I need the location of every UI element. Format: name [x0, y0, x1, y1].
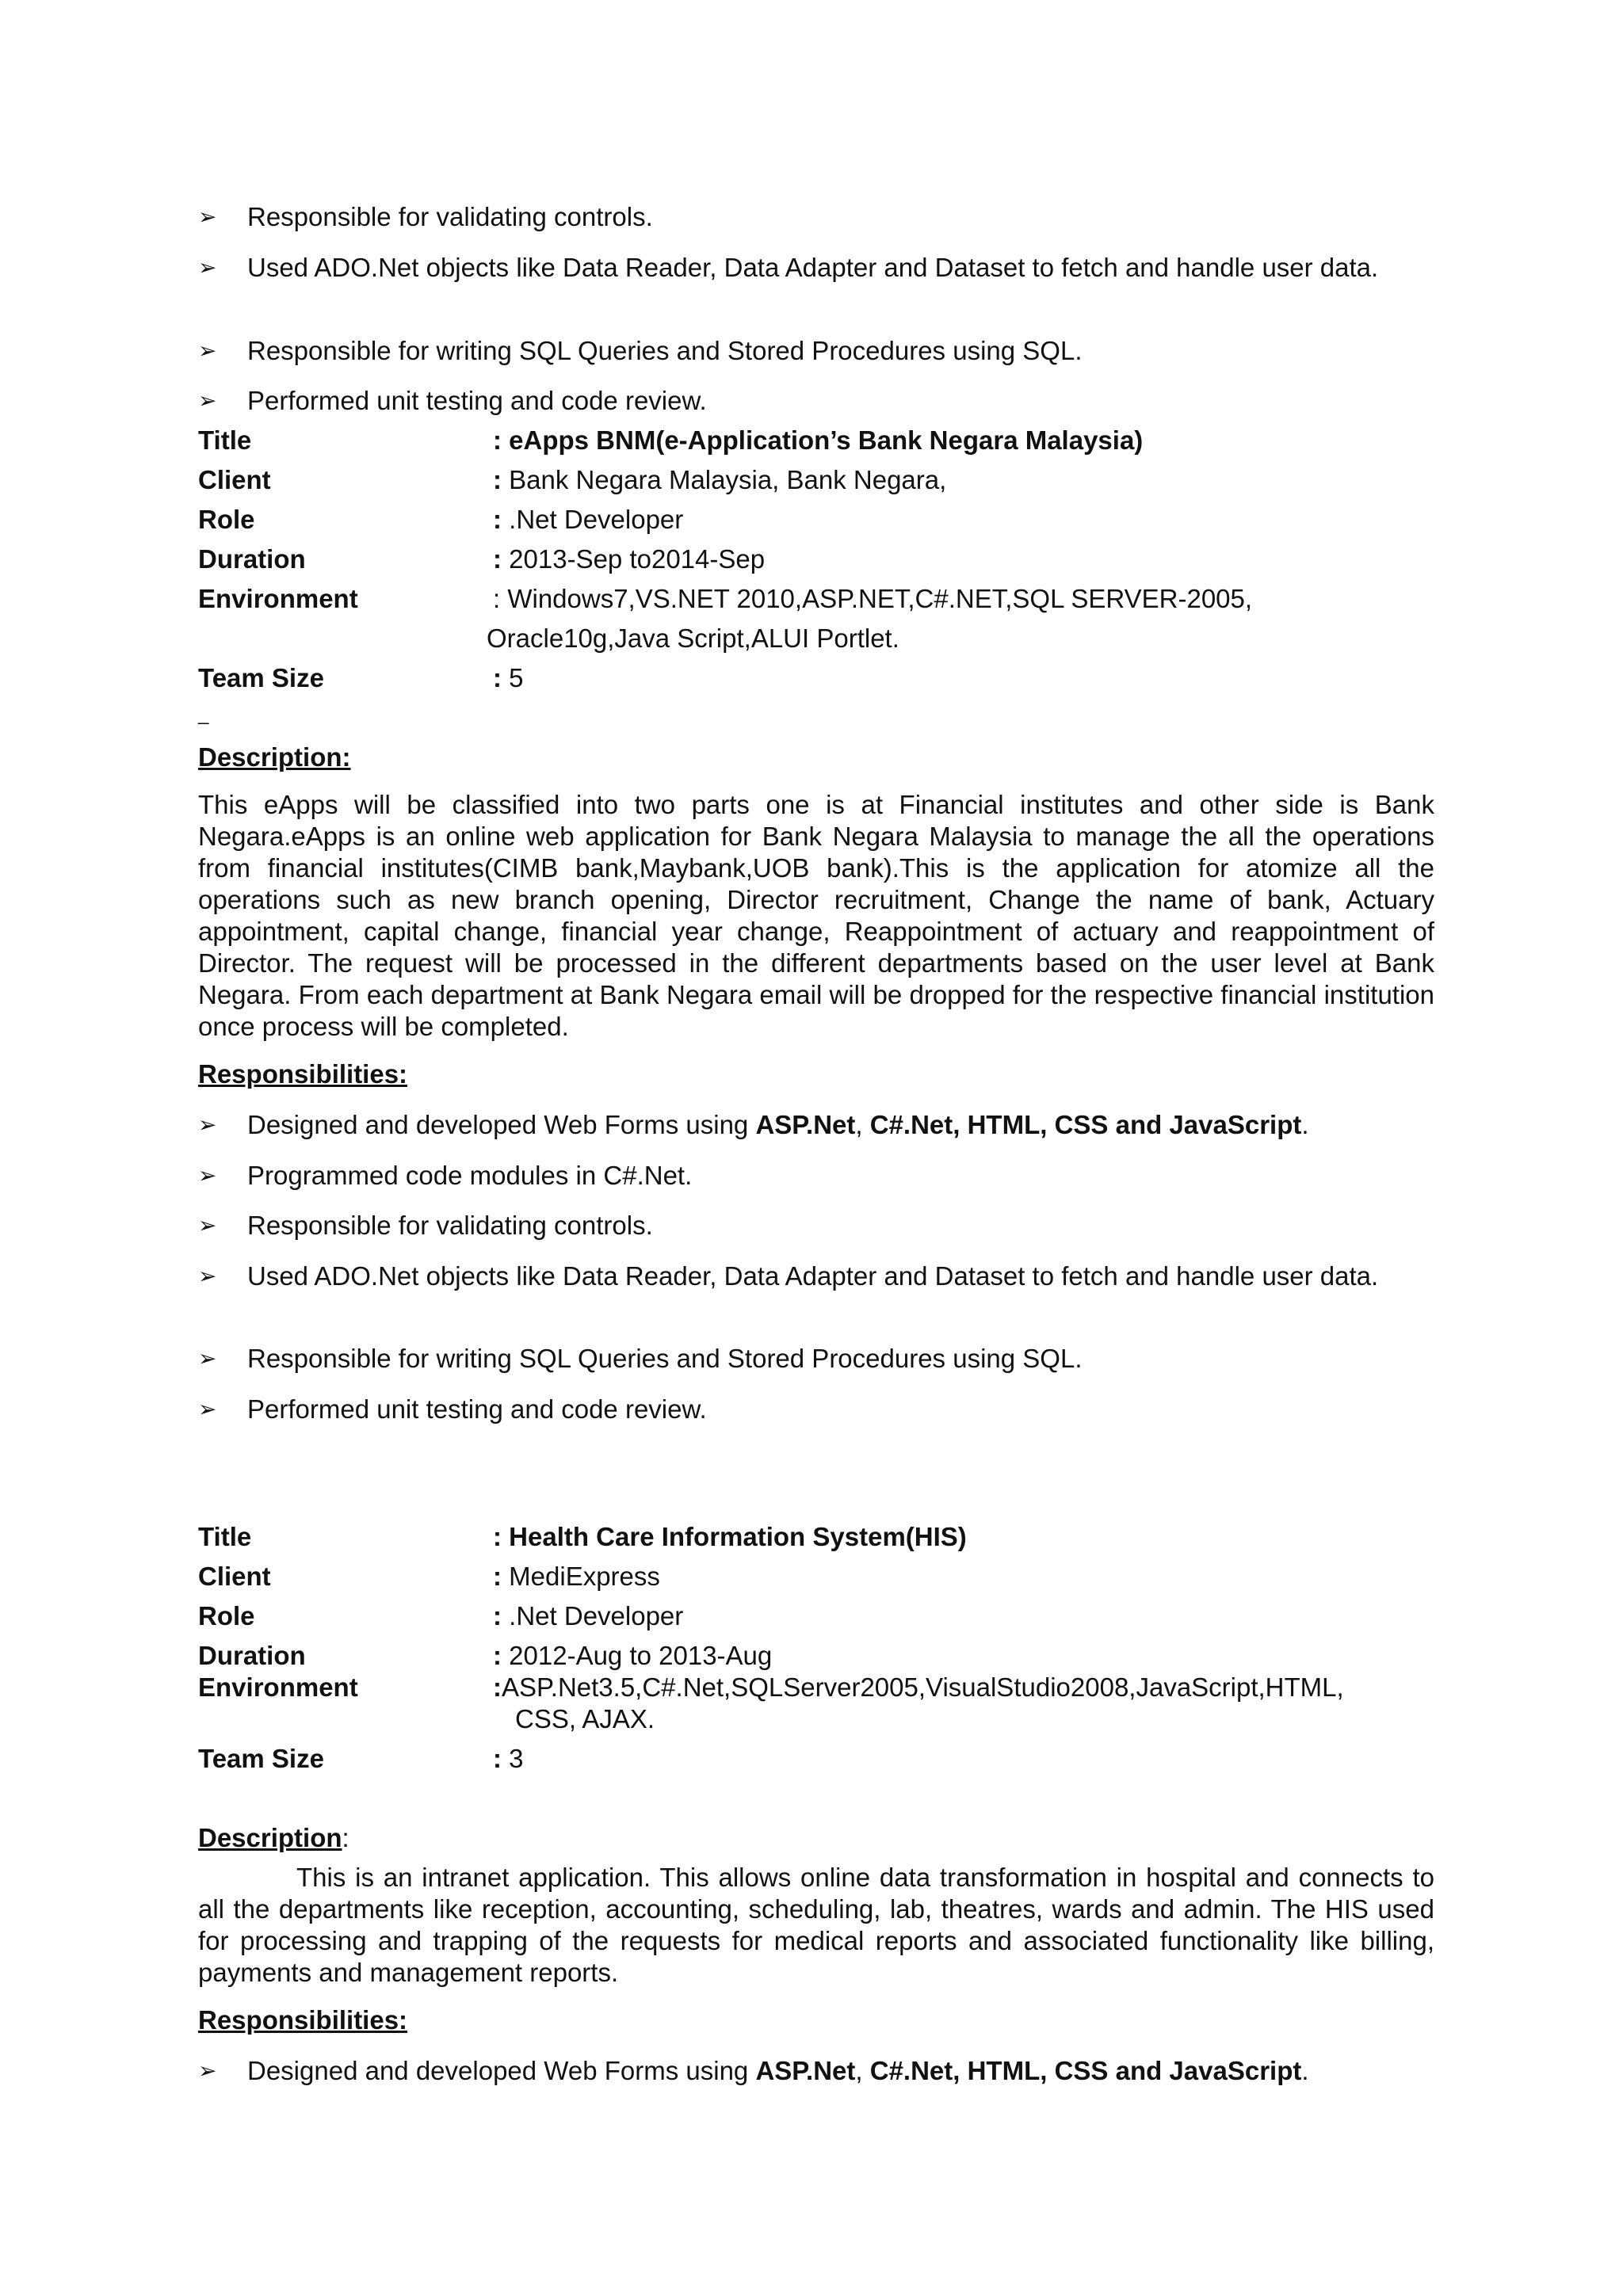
arrow-bullet-icon: ➢	[198, 1112, 217, 1138]
arrow-bullet-icon: ➢	[198, 2058, 217, 2084]
environment-value-line2: Oracle10g,Java Script,ALUI Portlet.	[487, 624, 899, 653]
field-label: Client	[198, 465, 271, 494]
environment-row-continued	[198, 623, 1434, 654]
field-label: Environment	[198, 584, 358, 613]
arrow-bullet-icon: ➢	[198, 387, 217, 414]
stray-mark: _	[198, 704, 209, 725]
role-value: : .Net Developer	[493, 505, 684, 534]
team-size-value: : 3	[493, 1744, 524, 1773]
duration-value: : 2013-Sep to2014-Sep	[493, 544, 766, 574]
list-item: ➢ Responsible for validating controls.	[198, 1211, 653, 1240]
arrow-bullet-icon: ➢	[198, 1345, 217, 1371]
project-title: : eApps BNM(e-Application’s Bank Negara Malaysia)	[493, 425, 1144, 455]
environment-value-line2: CSS, AJAX.	[515, 1704, 655, 1733]
responsibilities-heading: Responsibilities:	[198, 2005, 408, 2035]
project-title-row	[198, 425, 1434, 456]
list-item: ➢ Responsible for writing SQL Queries and Stored Procedures using SQL.	[198, 1344, 1083, 1373]
field-label: Duration	[198, 544, 306, 574]
team-size-value: : 5	[493, 663, 524, 692]
client-value: : Bank Negara Malaysia, Bank Negara,	[493, 465, 947, 494]
field-label: Duration	[198, 1641, 306, 1670]
arrow-bullet-icon: ➢	[198, 254, 217, 280]
client-row	[198, 1561, 1434, 1592]
list-item: ➢ Programmed code modules in C#.Net.	[198, 1161, 693, 1190]
environment-row	[198, 1672, 1434, 1703]
field-label: Environment	[198, 1672, 358, 1702]
project-title: : Health Care Information System(HIS)	[493, 1522, 967, 1551]
list-item: ➢ Designed and developed Web Forms using ASP.Net, C#.Net, HTML, CSS and JavaScript.	[198, 2056, 1309, 2085]
arrow-bullet-icon: ➢	[198, 1162, 217, 1188]
field-label: Role	[198, 505, 255, 534]
environment-value: :ASP.Net3.5,C#.Net,SQLServer2005,VisualStudio2008,JavaScript,HTML,	[493, 1672, 1344, 1702]
arrow-bullet-icon: ➢	[198, 338, 217, 364]
description-text: This is an intranet application. This allows online data transformation in hospital and connects to all the departments like reception, accounting, scheduling, lab, theatres, wards and admin. The HIS used for processing and trapping of the requests for medical reports and associated functionality like billing, payments and management reports.	[198, 1863, 1434, 1987]
field-label: Title	[198, 425, 252, 455]
description-heading-row: Description:	[198, 1823, 349, 1852]
list-item: ➢ Designed and developed Web Forms using ASP.Net, C#.Net, HTML, CSS and JavaScript.	[198, 1110, 1309, 1139]
arrow-bullet-icon: ➢	[198, 204, 217, 230]
description-heading: Description	[198, 1823, 342, 1852]
role-row	[198, 504, 1434, 536]
duration-value: : 2012-Aug to 2013-Aug	[493, 1641, 773, 1670]
description-heading: Description:	[198, 742, 351, 772]
environment-row	[198, 583, 1434, 615]
list-item: ➢ Used ADO.Net objects like Data Reader, Data Adapter and Dataset to fetch and handle user data.	[198, 1261, 1379, 1291]
list-item: ➢ Used ADO.Net objects like Data Reader, Data Adapter and Dataset to fetch and handle user data.	[198, 253, 1379, 282]
role-value: : .Net Developer	[493, 1601, 684, 1630]
client-value: : MediExpress	[493, 1562, 660, 1591]
list-item: ➢ Performed unit testing and code review.	[198, 1394, 707, 1424]
list-item: ➢ Responsible for writing SQL Queries and Stored Procedures using SQL.	[198, 336, 1083, 365]
arrow-bullet-icon: ➢	[198, 1396, 217, 1422]
description-text: This eApps will be classified into two parts one is at Financial institutes and other side is Bank Negara.eApps is an online web application for Bank Negara Malaysia to manage the all the operations from financial institutes(CIMB bank,Maybank,UOB bank).This is the application for atomize all the operations such as new branch opening, Director recruitment, Change the name of bank, Actuary appointment, capital change, financial year change, Reappointment of actuary and reappointment of Director. The request will be processed in the different departments based on the user level at Bank Negara. From each department at Bank Negara email will be dropped for the respective financial institution once process will be completed.	[198, 790, 1434, 1041]
client-row	[198, 464, 1434, 496]
duration-row	[198, 543, 1434, 575]
list-item: ➢ Performed unit testing and code review.	[198, 386, 707, 415]
field-label: Client	[198, 1562, 271, 1591]
project-title-row	[198, 1521, 1434, 1553]
field-label: Team Size	[198, 663, 324, 692]
list-item: ➢ Responsible for validating controls.	[198, 202, 653, 231]
field-label: Team Size	[198, 1744, 324, 1773]
environment-value: : Windows7,VS.NET 2010,ASP.NET,C#.NET,SQL SERVER-2005,	[493, 584, 1253, 613]
field-label: Title	[198, 1522, 252, 1551]
responsibilities-heading: Responsibilities:	[198, 1059, 408, 1089]
team-size-row	[198, 662, 1434, 694]
team-size-row	[198, 1743, 1434, 1775]
environment-row-continued	[198, 1703, 1434, 1735]
arrow-bullet-icon: ➢	[198, 1212, 217, 1238]
role-row	[198, 1600, 1434, 1632]
duration-row	[198, 1640, 1434, 1672]
arrow-bullet-icon: ➢	[198, 1263, 217, 1289]
field-label: Role	[198, 1601, 255, 1630]
